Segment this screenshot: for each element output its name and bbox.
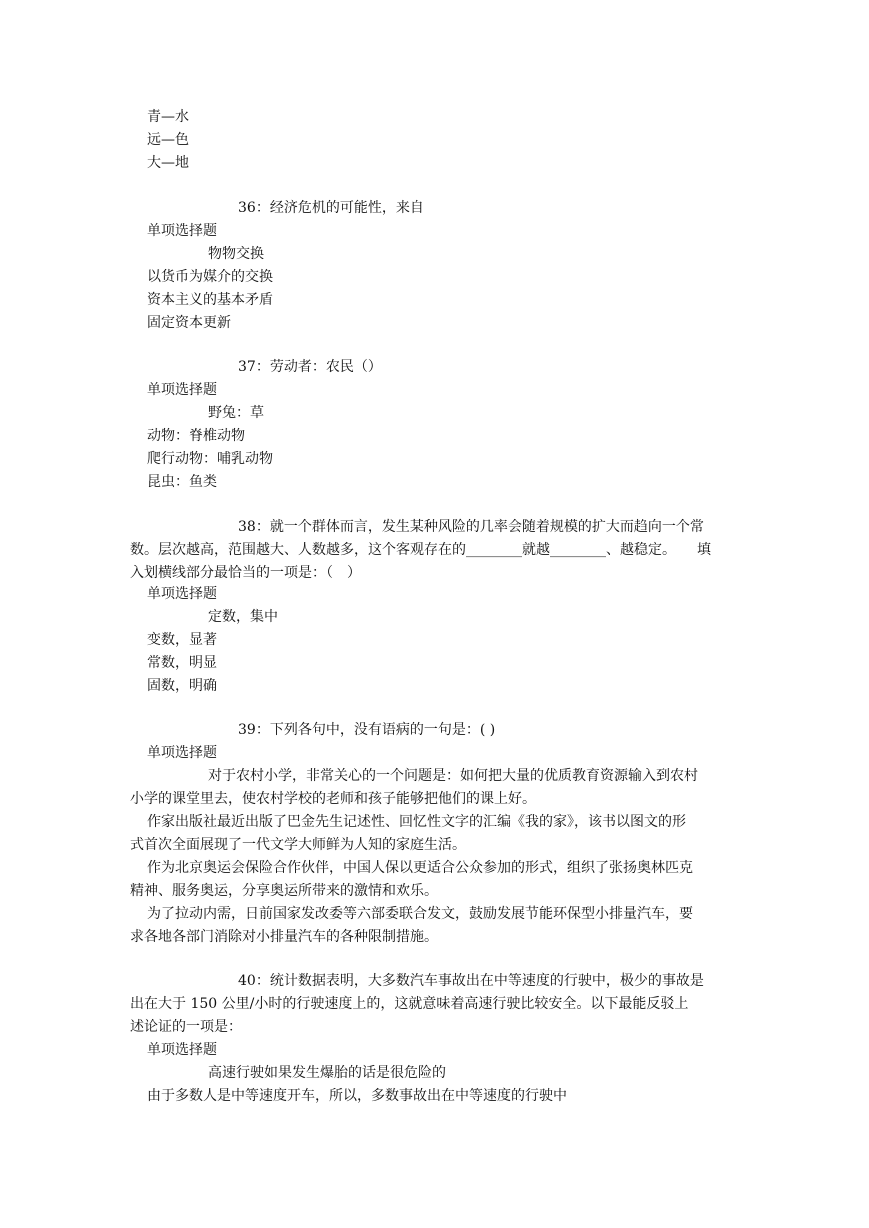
question-37-option-d: 昆虫：鱼类: [147, 474, 217, 490]
question-38-option-b: 变数，显著: [147, 632, 217, 648]
question-38-title-line1: 38：就一个群体而言，发生某种风险的几率会随着规模的扩大而趋向一个常: [238, 519, 704, 535]
question-36-type: 单项选择题: [147, 223, 217, 239]
question-36-option-a: 物物交换: [208, 246, 264, 262]
question-39-option-c-line1: 作为北京奥运会保险合作伙伴，中国人保以更适合公众参加的形式，组织了张扬奥林匹克: [147, 860, 693, 876]
question-36-title: 36：经济危机的可能性，来自: [238, 200, 424, 216]
question-37-option-b: 动物：脊椎动物: [147, 428, 245, 444]
question-38-title-line2: 数。层次越高，范围越大、人数越多，这个客观存在的________就越________、越稳定。 填: [130, 542, 711, 558]
question-37-option-c: 爬行动物：哺乳动物: [147, 451, 273, 467]
prev-option-a: 青—水: [147, 109, 189, 125]
question-37-type: 单项选择题: [147, 382, 217, 398]
question-39-type: 单项选择题: [147, 745, 217, 761]
question-39-option-b-line1: 作家出版社最近出版了巴金先生记述性、回忆性文字的汇编《我的家》，该书以图文的形: [147, 814, 686, 830]
question-40-title-line2: 出在大于 150 公里/小时的行驶速度上的，这就意味着高速行驶比较安全。以下最能反驳上: [130, 996, 689, 1012]
question-36-option-c: 资本主义的基本矛盾: [147, 292, 273, 308]
question-38-option-a: 定数，集中: [208, 609, 278, 625]
question-40-title-line3: 述论证的一项是：: [130, 1019, 242, 1035]
question-39-option-b-line2: 式首次全面展现了一代文学大师鲜为人知的家庭生活。: [130, 837, 466, 853]
question-37-option-a: 野兔：草: [208, 405, 264, 421]
question-39-title: 39：下列各句中，没有语病的一句是：( ): [238, 722, 496, 738]
question-40-option-a: 高速行驶如果发生爆胎的话是很危险的: [208, 1065, 446, 1081]
question-36-option-b: 以货币为媒介的交换: [147, 269, 273, 285]
question-40-type: 单项选择题: [147, 1042, 217, 1058]
question-36-option-d: 固定资本更新: [147, 315, 231, 331]
question-39-option-a-line1: 对于农村小学，非常关心的一个问题是：如何把大量的优质教育资源输入到农村: [208, 768, 698, 784]
prev-option-c: 大—地: [147, 155, 189, 171]
question-39-option-d-line2: 求各地各部门消除对小排量汽车的各种限制措施。: [130, 929, 438, 945]
question-40-title-line1: 40：统计数据表明，大多数汽车事故出在中等速度的行驶中，极少的事故是: [238, 973, 704, 989]
question-38-title-line3: 入划横线部分最恰当的一项是：（ ）: [130, 565, 361, 581]
question-37-title: 37：劳动者：农民（）: [238, 359, 382, 375]
question-39-option-d-line1: 为了拉动内需，日前国家发改委等六部委联合发文，鼓励发展节能环保型小排量汽车，要: [147, 906, 693, 922]
question-40-option-b: 由于多数人是中等速度开车，所以，多数事故出在中等速度的行驶中: [147, 1088, 567, 1104]
prev-option-b: 远—色: [147, 132, 189, 148]
question-38-option-d: 固数，明确: [147, 678, 217, 694]
question-39-option-a-line2: 小学的课堂里去，使农村学校的老师和孩子能够把他们的课上好。: [130, 791, 536, 807]
question-38-type: 单项选择题: [147, 586, 217, 602]
question-39-option-c-line2: 精神、服务奥运，分享奥运所带来的激情和欢乐。: [130, 883, 438, 899]
question-38-option-c: 常数，明显: [147, 655, 217, 671]
